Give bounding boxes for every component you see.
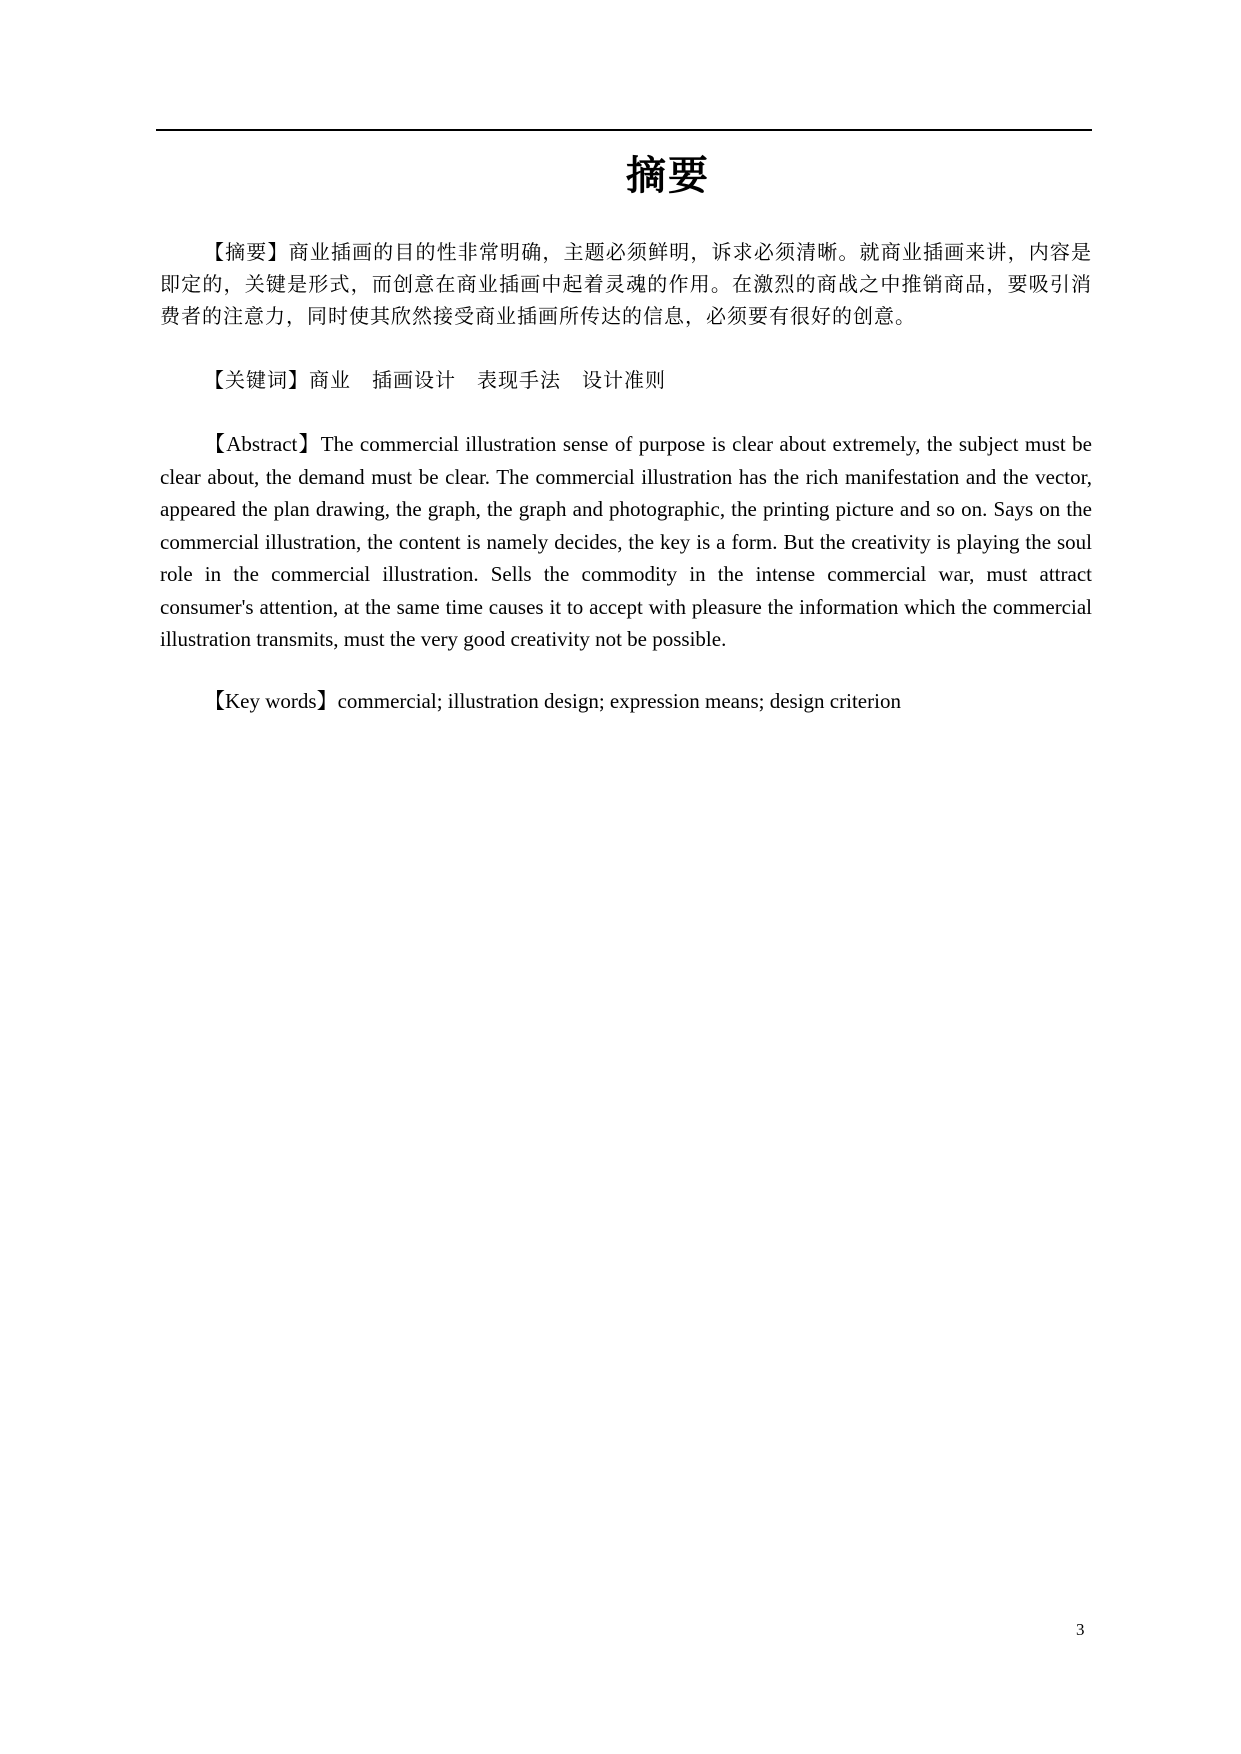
keywords-zh-text: 商业 插画设计 表现手法 设计准则 (309, 368, 666, 392)
keywords-en-paragraph (160, 685, 1092, 718)
header-rule (156, 129, 1092, 131)
page-number: 3 (1076, 1620, 1085, 1639)
keywords-zh-label: 【关键词】 (204, 368, 309, 392)
abstract-en-text: The commercial illustration sense of purpose is clear about extremely, the subject must be clear about, the demand must be clear. The commercial illustration has the rich manifestation and the vector, appeared the plan drawing, the graph, the graph and photographic, the printing picture and so on. Says on the commercial illustration, the content is namely decides, the key is a form. But the creativity is playing the soul role in the commercial illustration. Sells the commodity in the intense commercial war, must attract consumer's attention, at the same time causes it to accept with pleasure the information which the commercial illustration transmits, must the very good creativity not be possible. (160, 432, 1092, 651)
abstract-en-label: 【Abstract】 (204, 432, 321, 456)
abstract-zh-label: 【摘要】 (204, 240, 289, 264)
abstract-zh-text: 商业插画的目的性非常明确，主题必须鲜明，诉求必须清晰。就商业插画来讲，内容是即定的，关键是形式，而创意在商业插画中起着灵魂的作用。在激烈的商战之中推销商品，要吸引消费者的注意力，同时使其欣然接受商业插画所传达的信息，必须要有很好的创意。 (160, 240, 1093, 328)
keywords-en-label: 【Key words】 (204, 689, 338, 713)
abstract-en-paragraph (160, 428, 1092, 656)
page-title: 摘要 (626, 153, 710, 199)
abstract-zh-paragraph (160, 236, 1092, 332)
keywords-en-text: commercial; illustration design; expression means; design criterion (337, 689, 901, 713)
keywords-zh-paragraph (160, 364, 1092, 396)
